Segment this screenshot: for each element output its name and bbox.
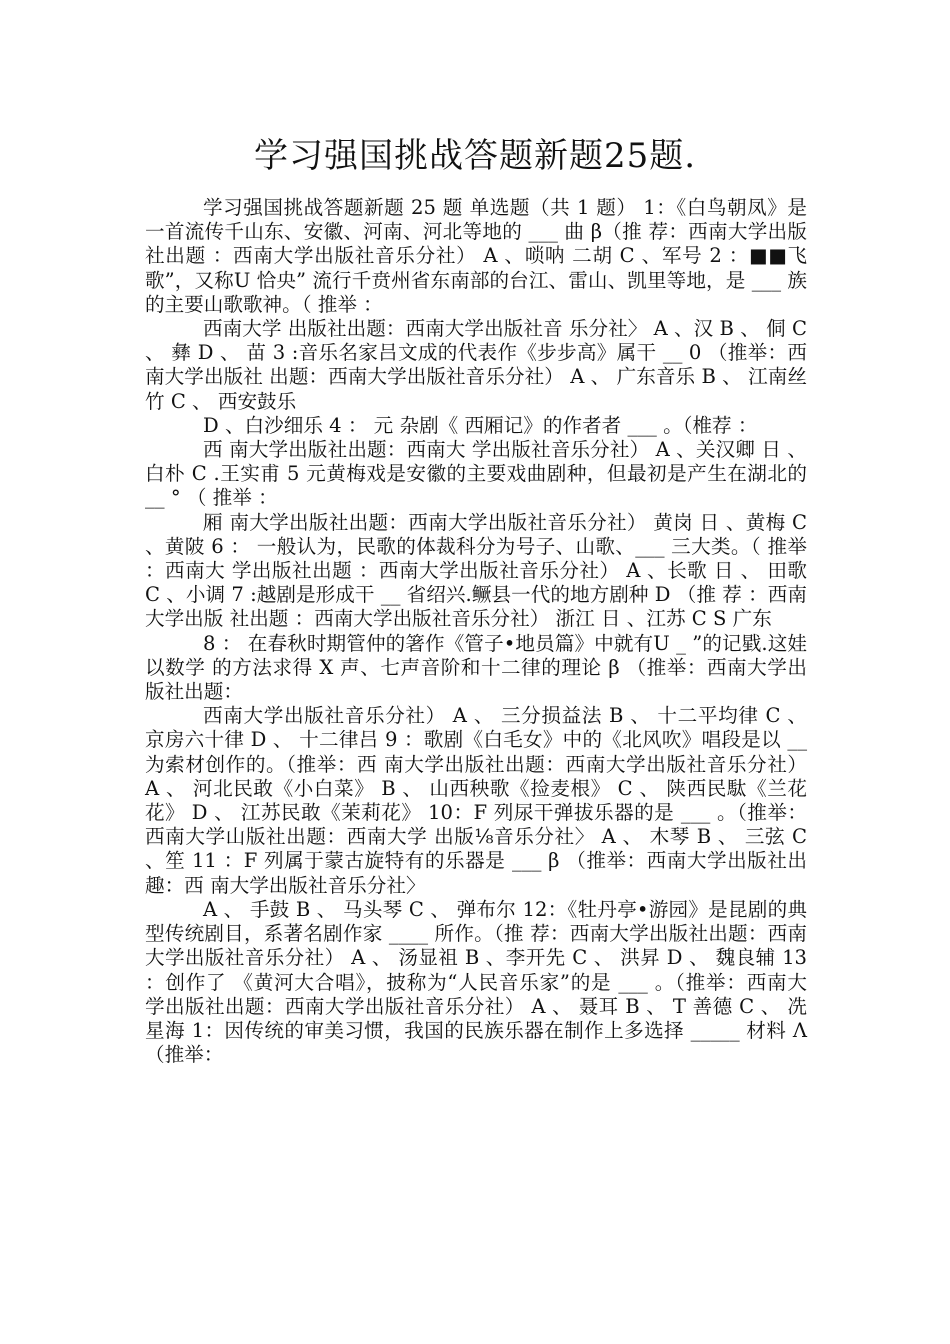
- paragraph-1: 学习强国挑战答题新题 25 题 单选题（共 1 题） 1：《白鸟朝凤》是一首流传千山东、安徽、河南、河北等地的 ___ 曲 β（推 荐：西南大学出版社出题 ：西南大学出版社音乐分社） A 、唢呐 二胡 C 、军号 2 ：■■飞歌”，又称U 恰央” 流行千贲州省东南部的台江、雷山、凯里等地，是 ___ 族的主要山歌歌神。（ 推举 ：: [145, 196, 807, 316]
- document-title: 学习强国挑战答题新题25题.: [253, 136, 697, 176]
- paragraph-3: D 、白沙细乐 4 ： 元 杂剧《 西厢记》的作者者 ___ 。（椎荐 ：: [203, 413, 758, 437]
- paragraph-7: 西南大学出版社音乐分社） A 、 三分损益法 B 、 十二平均律 C 、 京房六十律 D 、 十二律吕 9 ：歌剧《白毛女》中的《北风吹》唱段是以 __ 为索材创作的。（推举：西 南大学出版社出题：西南大学出版社音乐分社） A 、 河北民敢《小白菜》 B 、 山西秧歌《捡麦根》 C 、 陕西民駄《兰花花》 D 、 江苏民敢《茉莉花》 10：F 列尿干弹拔乐器的是 ___ 。（推举：西南大学山版社出题：西南大学 出版⅛音乐分社〉 A 、 木琴 B 、 三弦 C 、笙 11 ：F 列属于蒙古旋特有的乐器是 ___ β （推举：西南大学出版社出趣：西 南大学出版社音乐分社〉: [145, 704, 807, 897]
- document-body: [145, 196, 807, 1067]
- paragraph-8: A 、 手鼓 B 、 马头琴 C 、 弹布尔 12：《牡丹亭•游园》是昆剧的典型传统剧目，系著名剧作家 ____ 所作。（推 荐：西南大学出版社出题：西南大学出版社音乐分社） A 、 汤显祖 B 、李开先 C 、 洪昇 D 、 魏良辅 13 ：创作了 《黄河大合唱》，披称为“人民音乐家”的是 ___ 。（推举：西南大 学出版社出题：西南大学出版社音乐分社） A 、 聂耳 B 、 T 善德 C 、 冼星海 1：因传统的审美习惯，我国的民族乐器在制作上多选择 _____ 材料 Λ （推举：: [145, 897, 807, 1067]
- paragraph-5: 厢 南大学出版社出题：西南大学出版社音乐分社） 黄岗 日 、黄梅 C 、黄陂 6 ： 一般认为，民歌的体裁科分为号子、山歌、___ 三大类。（ 推举 ：西南大 学出版社出题 ：西南大学出版社音乐分社） A 、长歌 日 、 田歌 C 、小调 7 :越剧是形成干 __ 省绍兴.鳜县一代的地方剧种 D （推 荐 ：西南大学出版 社出题 ：西南大学出版社音乐分社） 浙江 日 、江苏 C S 广东: [145, 510, 807, 631]
- paragraph-6: 8 ： 在春秋时期管仲的箸作《管子•地员篇》中就有U _ ”的记戥.这娃以数学 的方法求得 X 声、七声音阶和十二律的理论 β （推举：西南大学出版社出题：: [145, 631, 807, 704]
- paragraph-4: 西 南大学出版社出题：西南大 学出版社音乐分社） A 、关汉卿 日 、 白朴 C .王实甫 5 元黄梅戏是安徽的主要戏曲剧种，但最初是产生在湖北的 __ ° （ 推举 ：: [145, 438, 807, 510]
- paragraph-2: 西南大学 出版社出题：西南大学出版社音 乐分社〉 A 、汉 B 、 侗 C 、 彝 D 、 苗 3 :音乐名家吕文成的代表作《步步高》属干 __ 0 （推举：西南大学出版社 出题：西南大学出版社音乐分社） A 、 广东音乐 B 、 江南丝竹 C 、 西安鼓乐: [145, 317, 807, 413]
